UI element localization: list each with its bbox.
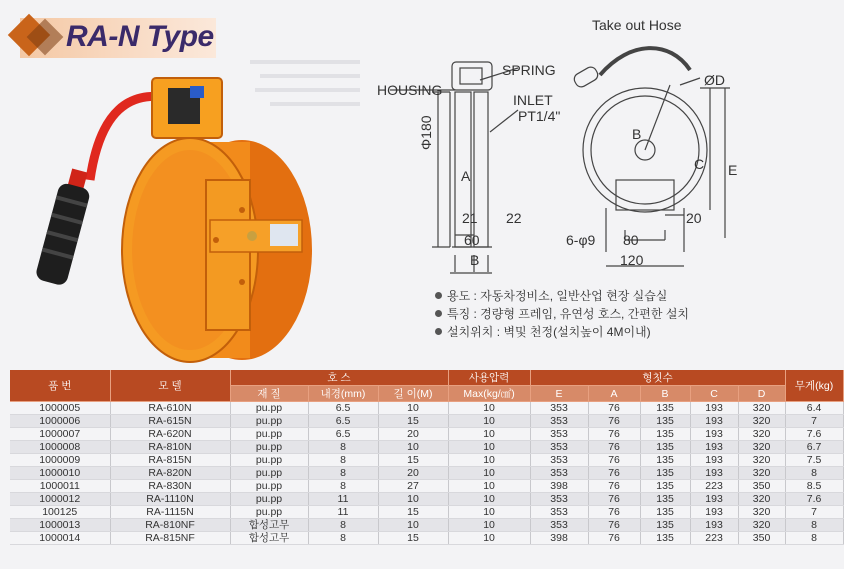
cell-dim-c: 193 bbox=[690, 519, 738, 532]
cell-length: 15 bbox=[378, 506, 448, 519]
table-row bbox=[10, 402, 843, 415]
cell-max-pressure: 10 bbox=[448, 402, 530, 415]
cell-dim-a: 76 bbox=[588, 415, 640, 428]
table-row bbox=[10, 519, 843, 532]
header-dims: 형칫수 bbox=[530, 370, 785, 386]
cell-inner-dia: 8 bbox=[308, 467, 378, 480]
phi180-label: Φ180 bbox=[418, 115, 434, 150]
cell-model: RA-810N bbox=[110, 441, 230, 454]
dim-e-label: E bbox=[728, 162, 738, 178]
table-row bbox=[10, 532, 843, 545]
cell-model: RA-620N bbox=[110, 428, 230, 441]
note-installation: 설치위치 : 벽및 천정(설치높이 4M이내) bbox=[435, 322, 689, 340]
cell-part-no: 1000007 bbox=[10, 428, 110, 441]
cell-weight: 8 bbox=[785, 532, 843, 545]
dim-b-label: B bbox=[470, 252, 480, 268]
cell-part-no: 1000013 bbox=[10, 519, 110, 532]
cell-weight: 8.5 bbox=[785, 480, 843, 493]
table-row bbox=[10, 415, 843, 428]
cell-max-pressure: 10 bbox=[448, 493, 530, 506]
cell-dim-e: 353 bbox=[530, 454, 588, 467]
header-weight: 무게(kg) bbox=[785, 370, 843, 402]
cell-weight: 7.6 bbox=[785, 428, 843, 441]
cell-model: RA-1110N bbox=[110, 493, 230, 506]
table-row bbox=[10, 480, 843, 493]
cell-part-no: 1000008 bbox=[10, 441, 110, 454]
cell-dim-a: 76 bbox=[588, 532, 640, 545]
take-out-hose-label: Take out Hose bbox=[592, 17, 682, 33]
inlet-size-label: PT1/4" bbox=[518, 108, 561, 124]
cell-dim-e: 353 bbox=[530, 519, 588, 532]
cell-dim-a: 76 bbox=[588, 402, 640, 415]
spring-label: SPRING bbox=[502, 62, 556, 78]
cell-inner-dia: 8 bbox=[308, 532, 378, 545]
cell-part-no: 1000010 bbox=[10, 467, 110, 480]
cell-length: 27 bbox=[378, 480, 448, 493]
spec-table bbox=[10, 370, 844, 545]
spec-table-body bbox=[10, 402, 843, 545]
cell-dim-e: 398 bbox=[530, 480, 588, 493]
cell-inner-dia: 8 bbox=[308, 454, 378, 467]
cell-length: 10 bbox=[378, 519, 448, 532]
product-notes bbox=[435, 286, 689, 340]
dim-c-label: C bbox=[694, 156, 705, 172]
header-inner-dia: 내경(mm) bbox=[308, 386, 378, 402]
cell-length: 10 bbox=[378, 493, 448, 506]
cell-dim-b: 135 bbox=[640, 454, 690, 467]
dim-60-label: 60 bbox=[464, 232, 480, 248]
title-banner bbox=[6, 14, 218, 60]
cell-max-pressure: 10 bbox=[448, 532, 530, 545]
cell-model: RA-815N bbox=[110, 454, 230, 467]
cell-material: pu.pp bbox=[230, 454, 308, 467]
header-length: 길 이(M) bbox=[378, 386, 448, 402]
table-row bbox=[10, 454, 843, 467]
phi-d-label: ØD bbox=[704, 72, 725, 88]
hose-reel-image bbox=[20, 60, 360, 360]
dim-21-label: 21 bbox=[462, 210, 478, 226]
cell-dim-a: 76 bbox=[588, 519, 640, 532]
cell-inner-dia: 6.5 bbox=[308, 402, 378, 415]
cell-weight: 8 bbox=[785, 519, 843, 532]
table-row bbox=[10, 428, 843, 441]
dim-20-label: 20 bbox=[686, 210, 702, 226]
cell-max-pressure: 10 bbox=[448, 415, 530, 428]
cell-max-pressure: 10 bbox=[448, 454, 530, 467]
header-dim-e: E bbox=[530, 386, 588, 402]
dim-a-label: A bbox=[461, 168, 471, 184]
cell-weight: 8 bbox=[785, 467, 843, 480]
cell-length: 20 bbox=[378, 467, 448, 480]
cell-dim-d: 320 bbox=[738, 506, 785, 519]
header-dim-b: B bbox=[640, 386, 690, 402]
cell-material: pu.pp bbox=[230, 493, 308, 506]
cell-inner-dia: 11 bbox=[308, 493, 378, 506]
cell-inner-dia: 8 bbox=[308, 519, 378, 532]
cell-dim-c: 193 bbox=[690, 493, 738, 506]
cell-model: RA-815NF bbox=[110, 532, 230, 545]
cell-model: RA-830N bbox=[110, 480, 230, 493]
cell-dim-b: 135 bbox=[640, 415, 690, 428]
cell-dim-d: 320 bbox=[738, 415, 785, 428]
header-dim-c: C bbox=[690, 386, 738, 402]
cell-model: RA-810NF bbox=[110, 519, 230, 532]
dim-80-label: 80 bbox=[623, 232, 639, 248]
table-row bbox=[10, 506, 843, 519]
cell-dim-b: 135 bbox=[640, 493, 690, 506]
cell-inner-dia: 11 bbox=[308, 506, 378, 519]
dim-22-label: 22 bbox=[506, 210, 522, 226]
cell-dim-c: 193 bbox=[690, 415, 738, 428]
cell-weight: 7 bbox=[785, 415, 843, 428]
cell-weight: 6.4 bbox=[785, 402, 843, 415]
cell-dim-e: 398 bbox=[530, 532, 588, 545]
cell-dim-a: 76 bbox=[588, 493, 640, 506]
cell-max-pressure: 10 bbox=[448, 441, 530, 454]
cell-dim-a: 76 bbox=[588, 480, 640, 493]
cell-weight: 6.7 bbox=[785, 441, 843, 454]
cell-dim-c: 193 bbox=[690, 467, 738, 480]
table-row bbox=[10, 493, 843, 506]
cell-length: 15 bbox=[378, 415, 448, 428]
cell-dim-b: 135 bbox=[640, 467, 690, 480]
cell-dim-e: 353 bbox=[530, 493, 588, 506]
cell-part-no: 100125 bbox=[10, 506, 110, 519]
cell-dim-b: 135 bbox=[640, 441, 690, 454]
cell-dim-d: 320 bbox=[738, 428, 785, 441]
cell-part-no: 1000014 bbox=[10, 532, 110, 545]
header-hose: 호 스 bbox=[230, 370, 448, 386]
cell-model: RA-1115N bbox=[110, 506, 230, 519]
cell-dim-d: 350 bbox=[738, 480, 785, 493]
cell-dim-e: 353 bbox=[530, 415, 588, 428]
cell-max-pressure: 10 bbox=[448, 506, 530, 519]
dim-120-label: 120 bbox=[620, 252, 644, 268]
cell-dim-c: 193 bbox=[690, 441, 738, 454]
cell-material: pu.pp bbox=[230, 415, 308, 428]
cell-inner-dia: 8 bbox=[308, 441, 378, 454]
cell-max-pressure: 10 bbox=[448, 467, 530, 480]
cell-length: 15 bbox=[378, 454, 448, 467]
bullet-icon bbox=[435, 310, 442, 317]
cell-material: pu.pp bbox=[230, 402, 308, 415]
cell-part-no: 1000011 bbox=[10, 480, 110, 493]
table-row bbox=[10, 467, 843, 480]
header-dim-d: D bbox=[738, 386, 785, 402]
bullet-icon bbox=[435, 328, 442, 335]
cell-dim-e: 353 bbox=[530, 441, 588, 454]
cell-inner-dia: 6.5 bbox=[308, 415, 378, 428]
cell-material: 합성고무 bbox=[230, 532, 308, 545]
note-features: 특징 : 경량형 프레임, 유연성 호스, 간편한 설치 bbox=[435, 304, 689, 322]
cell-material: pu.pp bbox=[230, 428, 308, 441]
dim-b2-label: B bbox=[632, 126, 642, 142]
cell-length: 10 bbox=[378, 402, 448, 415]
cell-dim-a: 76 bbox=[588, 428, 640, 441]
cell-dim-c: 193 bbox=[690, 454, 738, 467]
cell-dim-b: 135 bbox=[640, 428, 690, 441]
cell-max-pressure: 10 bbox=[448, 519, 530, 532]
header-max-pressure: Max(kg/㎠) bbox=[448, 386, 530, 402]
housing-label: HOUSING bbox=[377, 82, 443, 98]
cell-length: 20 bbox=[378, 428, 448, 441]
cell-dim-b: 135 bbox=[640, 480, 690, 493]
inlet-label: INLET bbox=[513, 92, 553, 108]
cell-material: pu.pp bbox=[230, 441, 308, 454]
cell-part-no: 1000012 bbox=[10, 493, 110, 506]
header-part-no: 품 번 bbox=[10, 370, 110, 402]
cell-max-pressure: 10 bbox=[448, 480, 530, 493]
cell-inner-dia: 6.5 bbox=[308, 428, 378, 441]
header-pressure: 사용압력 bbox=[448, 370, 530, 386]
cell-length: 10 bbox=[378, 441, 448, 454]
cell-material: pu.pp bbox=[230, 467, 308, 480]
cell-dim-c: 193 bbox=[690, 506, 738, 519]
cell-dim-c: 193 bbox=[690, 428, 738, 441]
cell-inner-dia: 8 bbox=[308, 480, 378, 493]
cell-dim-b: 135 bbox=[640, 519, 690, 532]
cell-dim-a: 76 bbox=[588, 467, 640, 480]
cell-dim-d: 350 bbox=[738, 532, 785, 545]
bullet-icon bbox=[435, 292, 442, 299]
cell-dim-a: 76 bbox=[588, 441, 640, 454]
cell-dim-c: 223 bbox=[690, 532, 738, 545]
cell-dim-b: 135 bbox=[640, 532, 690, 545]
cell-dim-c: 193 bbox=[690, 402, 738, 415]
cell-dim-d: 320 bbox=[738, 441, 785, 454]
cell-max-pressure: 10 bbox=[448, 428, 530, 441]
cell-part-no: 1000005 bbox=[10, 402, 110, 415]
table-row bbox=[10, 441, 843, 454]
cell-dim-d: 320 bbox=[738, 467, 785, 480]
page-title: RA-N Type bbox=[66, 20, 214, 53]
cell-dim-e: 353 bbox=[530, 428, 588, 441]
cell-dim-d: 320 bbox=[738, 519, 785, 532]
note-usage: 용도 : 자동차정비소, 일반산업 현장 실습실 bbox=[435, 286, 689, 304]
cell-part-no: 1000009 bbox=[10, 454, 110, 467]
cell-part-no: 1000006 bbox=[10, 415, 110, 428]
cell-dim-e: 353 bbox=[530, 506, 588, 519]
cell-weight: 7.5 bbox=[785, 454, 843, 467]
cell-dim-d: 320 bbox=[738, 402, 785, 415]
cell-dim-b: 135 bbox=[640, 506, 690, 519]
cell-material: pu.pp bbox=[230, 480, 308, 493]
cell-dim-a: 76 bbox=[588, 454, 640, 467]
cell-weight: 7 bbox=[785, 506, 843, 519]
header-material: 재 질 bbox=[230, 386, 308, 402]
cell-model: RA-610N bbox=[110, 402, 230, 415]
cell-model: RA-820N bbox=[110, 467, 230, 480]
cell-dim-e: 353 bbox=[530, 467, 588, 480]
cell-dim-b: 135 bbox=[640, 402, 690, 415]
cell-length: 15 bbox=[378, 532, 448, 545]
cell-dim-d: 320 bbox=[738, 454, 785, 467]
cell-dim-e: 353 bbox=[530, 402, 588, 415]
cell-dim-a: 76 bbox=[588, 506, 640, 519]
cell-material: 합성고무 bbox=[230, 519, 308, 532]
cell-model: RA-615N bbox=[110, 415, 230, 428]
holes-label: 6-φ9 bbox=[566, 232, 596, 248]
cell-weight: 7.6 bbox=[785, 493, 843, 506]
header-dim-a: A bbox=[588, 386, 640, 402]
cell-material: pu.pp bbox=[230, 506, 308, 519]
cell-dim-d: 320 bbox=[738, 493, 785, 506]
cell-dim-c: 223 bbox=[690, 480, 738, 493]
header-model: 모 델 bbox=[110, 370, 230, 402]
